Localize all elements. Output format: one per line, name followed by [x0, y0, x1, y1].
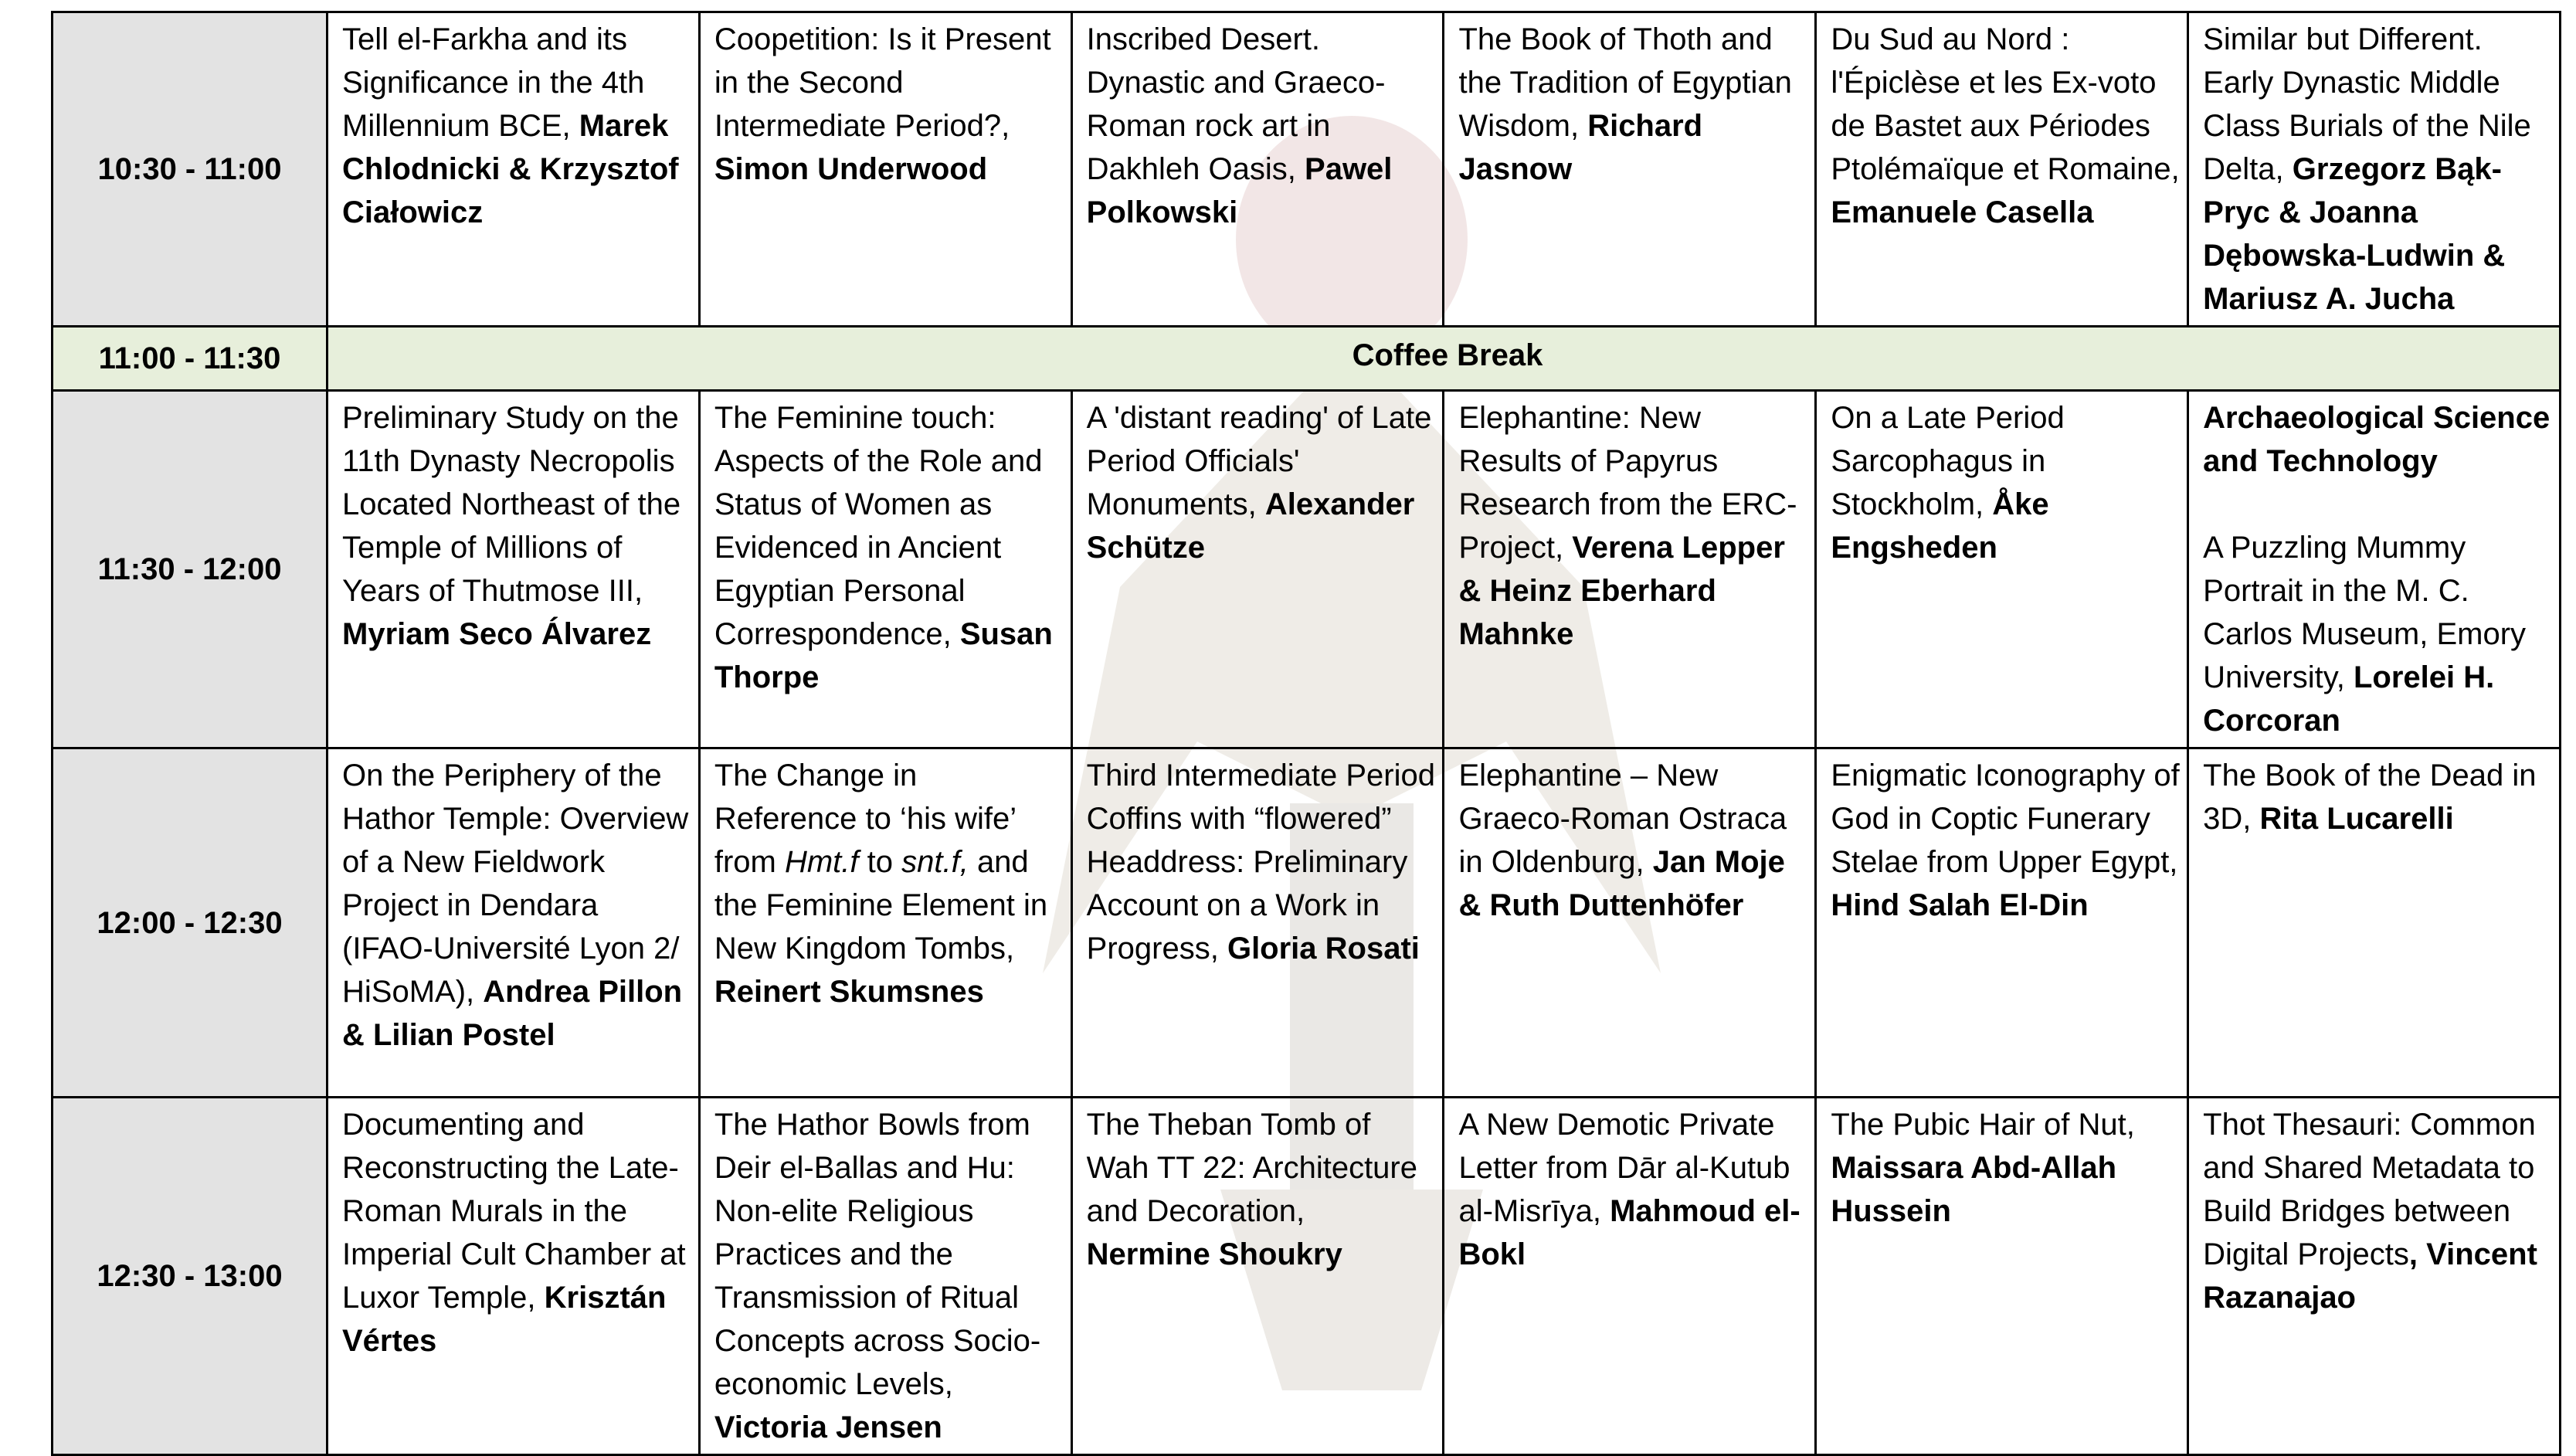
session-speaker: Myriam Seco Álvarez: [342, 617, 652, 651]
session-title: Elephantine – New Graeco-Roman Ostraca in Oldenburg,: [1458, 759, 1787, 879]
session-title: On a Late Period Sarcophagus in Stockholm,: [1831, 401, 2065, 521]
time-slot: 12:00 - 12:30: [53, 748, 328, 1098]
session-title: Thot Thesauri: Common and Shared Metadata to Build Bridges between Digital Projects: [2203, 1108, 2536, 1271]
session-speaker: Gloria Rosati: [1227, 932, 1420, 966]
schedule-row: [53, 12, 2561, 327]
session-speaker: Lorelei H. Corcoran: [2203, 660, 2495, 738]
session-speaker: Jan Moje & Ruth Duttenhöfer: [1458, 845, 1785, 922]
session-speaker: Simon Underwood: [714, 152, 988, 186]
session-cell: [699, 1098, 1071, 1455]
session-title-part: to: [867, 845, 893, 879]
session-cell: [699, 12, 1071, 327]
session-speaker: Emanuele Casella: [1831, 195, 2094, 229]
session-speaker: , Vincent Razanajao: [2203, 1237, 2537, 1315]
session-cell: [328, 748, 700, 1098]
session-speaker: Nermine Shoukry: [1086, 1237, 1342, 1271]
session-speaker: Hind Salah El-Din: [1831, 888, 2089, 922]
break-time-slot: 11:00 - 11:30: [53, 327, 328, 391]
session-speaker: Victoria Jensen: [714, 1410, 942, 1444]
session-speaker: Grzegorz Bąk-Pryc & Joanna Dębowska-Ludwin & Mariusz A. Jucha: [2203, 152, 2506, 316]
session-title: Elephantine: New Results of Papyrus Research from the ERC-Project,: [1458, 401, 1797, 565]
session-title: The Theban Tomb of Wah TT 22: Architecture and Decoration,: [1086, 1108, 1417, 1228]
session-title: Similar but Different. Early Dynastic Middle Class Burials of the Nile Delta,: [2203, 22, 2531, 186]
session-speaker: Maissara Abd-Allah Hussein: [1831, 1151, 2117, 1228]
session-title: The Book of Thoth and the Tradition of Egyptian Wisdom,: [1458, 22, 1792, 143]
session-title: A 'distant reading' of Late Period Officials' Monuments,: [1086, 401, 1432, 521]
session-cell: [328, 1098, 700, 1455]
session-cell: [2188, 1098, 2561, 1455]
session-cell: [1444, 748, 1816, 1098]
session-cell: [1444, 1098, 1816, 1455]
session-speaker: Susan Thorpe: [714, 617, 1053, 694]
session-speaker: Verena Lepper & Heinz Eberhard Mahnke: [1458, 531, 1785, 651]
session-cell: [2188, 391, 2561, 748]
session-cell: [328, 12, 700, 327]
session-title: The Book of the Dead in 3D,: [2203, 759, 2537, 836]
session-title: The Feminine touch: Aspects of the Role and Status of Women as Evidenced in Ancient Egyptian Personal Correspondence,: [714, 401, 1043, 651]
session-title: Third Intermediate Period Coffins with “flowered” Headdress: Preliminary Account on a Work in Progress,: [1086, 759, 1435, 966]
session-speaker: Reinert Skumsnes: [714, 975, 984, 1009]
session-title: The Pubic Hair of Nut,: [1831, 1108, 2135, 1142]
session-speaker: Åke Engsheden: [1831, 487, 2049, 565]
session-cell: [1816, 391, 2188, 748]
session-title: Coopetition: Is it Present in the Second Intermediate Period?,: [714, 22, 1051, 143]
session-speaker: Richard Jasnow: [1458, 109, 1703, 186]
schedule-row: [53, 391, 2561, 748]
session-speaker: Krisztán Vértes: [342, 1281, 667, 1358]
session-title: Documenting and Reconstructing the Late-Roman Murals in the Imperial Cult Chamber at Luxor Temple,: [342, 1108, 686, 1315]
session-title: Preliminary Study on the 11th Dynasty Necropolis Located Northeast of the Temple of Millions of Years of Thutmose III,: [342, 401, 681, 608]
session-title-italic: Hmt.f: [784, 845, 859, 879]
schedule-table: [51, 11, 2561, 1456]
session-speaker: Pawel Polkowski: [1086, 152, 1393, 229]
session-speaker: Alexander Schütze: [1086, 487, 1415, 565]
session-cell: [328, 391, 700, 748]
schedule-row: [53, 1098, 2561, 1455]
session-title: On the Periphery of the Hathor Temple: Overview of a New Fieldwork Project in Dendara (IFAO-Université Lyon 2/ HiSoMA),: [342, 759, 689, 1009]
time-slot: 12:30 - 13:00: [53, 1098, 328, 1455]
session-title: A Puzzling Mummy Portrait in the M. C. Carlos Museum, Emory University,: [2203, 531, 2527, 694]
break-row: [53, 327, 2561, 391]
session-cell: [2188, 12, 2561, 327]
session-cell: [1071, 391, 1444, 748]
session-speaker: Mahmoud el-Bokl: [1458, 1194, 1800, 1271]
session-cell: [699, 391, 1071, 748]
session-cell: [1816, 1098, 2188, 1455]
session-speaker: Marek Chlodnicki & Krzysztof Ciałowicz: [342, 109, 679, 229]
session-title-part: and the Feminine Element in New Kingdom Tombs,: [714, 845, 1048, 966]
session-title: Du Sud au Nord : l'Épiclèse et les Ex-voto de Bastet aux Périodes Ptolémaïque et Romaine,: [1831, 22, 2180, 186]
session-cell: [1816, 748, 2188, 1098]
track-heading: Archaeological Science and Technology: [2203, 401, 2551, 478]
session-title: Inscribed Desert. Dynastic and Graeco-Roman rock art in Dakhleh Oasis,: [1086, 22, 1386, 186]
schedule-row: [53, 748, 2561, 1098]
session-cell: [1071, 12, 1444, 327]
session-cell: [1071, 748, 1444, 1098]
session-cell: [1816, 12, 2188, 327]
coffee-break-label: Coffee Break: [328, 327, 2561, 391]
session-title: A New Demotic Private Letter from Dār al-Kutub al-Misrīya,: [1458, 1108, 1790, 1228]
session-speaker: Rita Lucarelli: [2259, 802, 2454, 836]
session-cell: [2188, 748, 2561, 1098]
session-cell: [1444, 391, 1816, 748]
time-slot: 11:30 - 12:00: [53, 391, 328, 748]
session-cell: [1444, 12, 1816, 327]
session-title-part: The Change in Reference to ‘his wife’ from: [714, 759, 1016, 879]
session-title: Enigmatic Iconography of God in Coptic Funerary Stelae from Upper Egypt,: [1831, 759, 2180, 879]
session-title: Tell el-Farkha and its Significance in the 4th Millennium BCE,: [342, 22, 645, 143]
session-speaker: Andrea Pillon & Lilian Postel: [342, 975, 683, 1052]
session-cell: [699, 748, 1071, 1098]
session-title: The Hathor Bowls from Deir el-Ballas and Hu: Non-elite Religious Practices and the Transmission of Ritual Concepts across Socio-economic Levels,: [714, 1108, 1041, 1401]
session-cell: [1071, 1098, 1444, 1455]
time-slot: 10:30 - 11:00: [53, 12, 328, 327]
session-title-italic: snt.f,: [901, 845, 969, 879]
